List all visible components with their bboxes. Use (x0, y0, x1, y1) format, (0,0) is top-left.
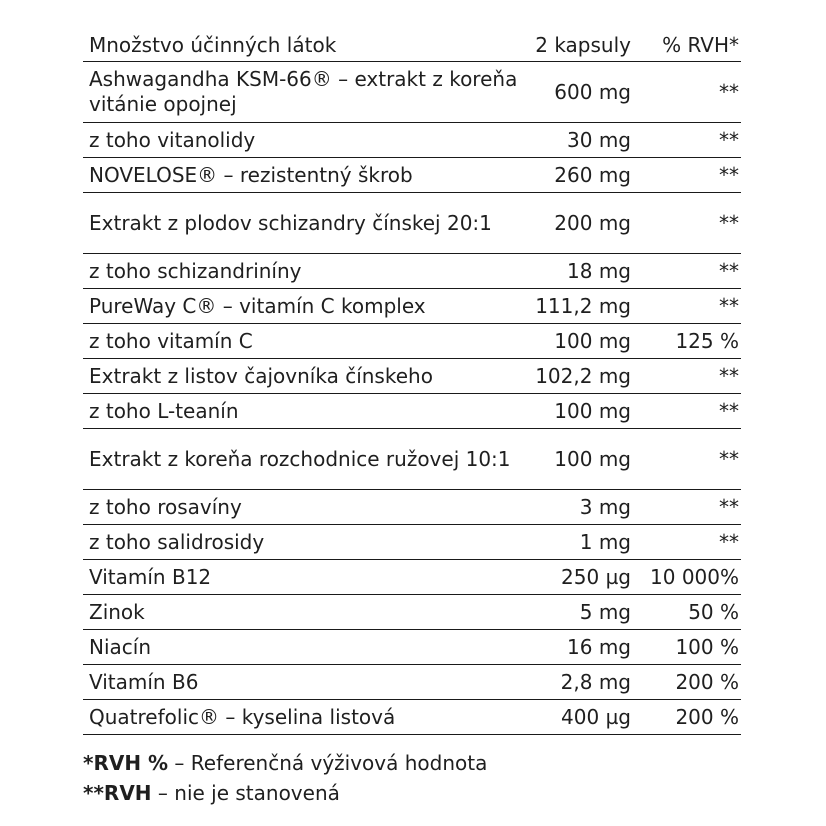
ingredient-rvh: ** (719, 529, 739, 554)
table-row (83, 123, 741, 158)
ingredient-amount: 100 mg (554, 398, 631, 423)
ingredient-amount: 18 mg (567, 258, 631, 283)
table-row (83, 324, 741, 359)
table-row (83, 289, 741, 324)
ingredient-name: Vitamín B6 (89, 669, 199, 694)
table-header (83, 30, 741, 62)
ingredient-rvh: ** (719, 258, 739, 283)
table-row (83, 254, 741, 289)
ingredient-rvh: ** (719, 363, 739, 388)
ingredient-name: Extrakt z plodov schizandry čínskej 20:1 (89, 210, 492, 235)
ingredient-name: NOVELOSE® – rezistentný škrob (89, 162, 413, 187)
ingredient-name: z toho schizandriníny (89, 258, 302, 283)
ingredient-name: Extrakt z listov čajovníka čínskeho (89, 363, 433, 388)
ingredient-amount: 3 mg (579, 494, 631, 519)
footnote-text: – Referenčná výživová hodnota (168, 751, 488, 775)
ingredient-rvh: 200 % (675, 669, 739, 694)
ingredient-rvh: 125 % (675, 328, 739, 353)
ingredient-name: z toho vitamín C (89, 328, 253, 353)
ingredient-amount: 102,2 mg (535, 363, 631, 388)
ingredient-name: Quatrefolic® – kyselina listová (89, 704, 396, 729)
ingredient-amount: 600 mg (554, 79, 631, 104)
table-row (83, 525, 741, 560)
table-row (83, 595, 741, 630)
ingredient-rvh: ** (719, 446, 739, 471)
ingredient-name: Ashwagandha KSM-66® – extrakt z koreňa vitánie opojnej (89, 67, 518, 116)
footnote-key: **RVH (83, 781, 152, 805)
ingredient-rvh: ** (719, 293, 739, 318)
ingredient-amount: 100 mg (554, 446, 631, 471)
footnote-text: – nie je stanovená (151, 781, 340, 805)
ingredient-name: z toho L-teanín (89, 398, 239, 423)
header-rvh: % RVH* (662, 33, 739, 57)
ingredient-rvh: 50 % (688, 599, 739, 624)
ingredient-rvh: ** (719, 127, 739, 152)
ingredient-name: z toho rosavíny (89, 494, 242, 519)
ingredient-rvh: ** (719, 79, 739, 104)
ingredient-name: Zinok (89, 599, 145, 624)
table-row (83, 193, 741, 254)
ingredient-rvh: ** (719, 398, 739, 423)
table-row (83, 665, 741, 700)
table-row (83, 429, 741, 490)
ingredient-rvh: 10 000% (650, 564, 739, 589)
ingredient-amount: 5 mg (579, 599, 631, 624)
ingredient-name: z toho vitanolidy (89, 127, 256, 152)
ingredient-name: PureWay C® – vitamín C komplex (89, 293, 426, 318)
header-name: Množstvo účinných látok (89, 33, 337, 57)
ingredient-amount: 30 mg (567, 127, 631, 152)
ingredient-amount: 16 mg (567, 634, 631, 659)
ingredient-amount: 100 mg (554, 328, 631, 353)
nutrition-table (83, 30, 741, 735)
ingredient-name: Extrakt z koreňa rozchodnice ružovej 10:1 (89, 446, 511, 471)
ingredient-rvh: ** (719, 162, 739, 187)
ingredient-amount: 260 mg (554, 162, 631, 187)
table-row (83, 700, 741, 735)
footnotes (83, 748, 487, 808)
table-row (83, 394, 741, 429)
ingredient-rvh: 200 % (675, 704, 739, 729)
ingredient-amount: 250 µg (561, 564, 631, 589)
table-row (83, 490, 741, 525)
footnote-key: *RVH % (83, 751, 169, 775)
ingredient-name: Niacín (89, 634, 152, 659)
ingredient-amount: 200 mg (554, 210, 631, 235)
ingredient-amount: 2,8 mg (560, 669, 631, 694)
table-row (83, 62, 741, 123)
ingredient-rvh: 100 % (675, 634, 739, 659)
ingredient-amount: 400 µg (561, 704, 631, 729)
footnote (83, 748, 487, 778)
ingredient-name: Vitamín B12 (89, 564, 212, 589)
header-amount: 2 kapsuly (535, 33, 631, 57)
table-row (83, 359, 741, 394)
ingredient-rvh: ** (719, 494, 739, 519)
footnote (83, 778, 487, 808)
table-row (83, 630, 741, 665)
ingredient-amount: 111,2 mg (535, 293, 631, 318)
table-row (83, 158, 741, 193)
ingredient-amount: 1 mg (579, 529, 631, 554)
table-row (83, 560, 741, 595)
ingredient-rvh: ** (719, 210, 739, 235)
ingredient-name: z toho salidrosidy (89, 529, 265, 554)
